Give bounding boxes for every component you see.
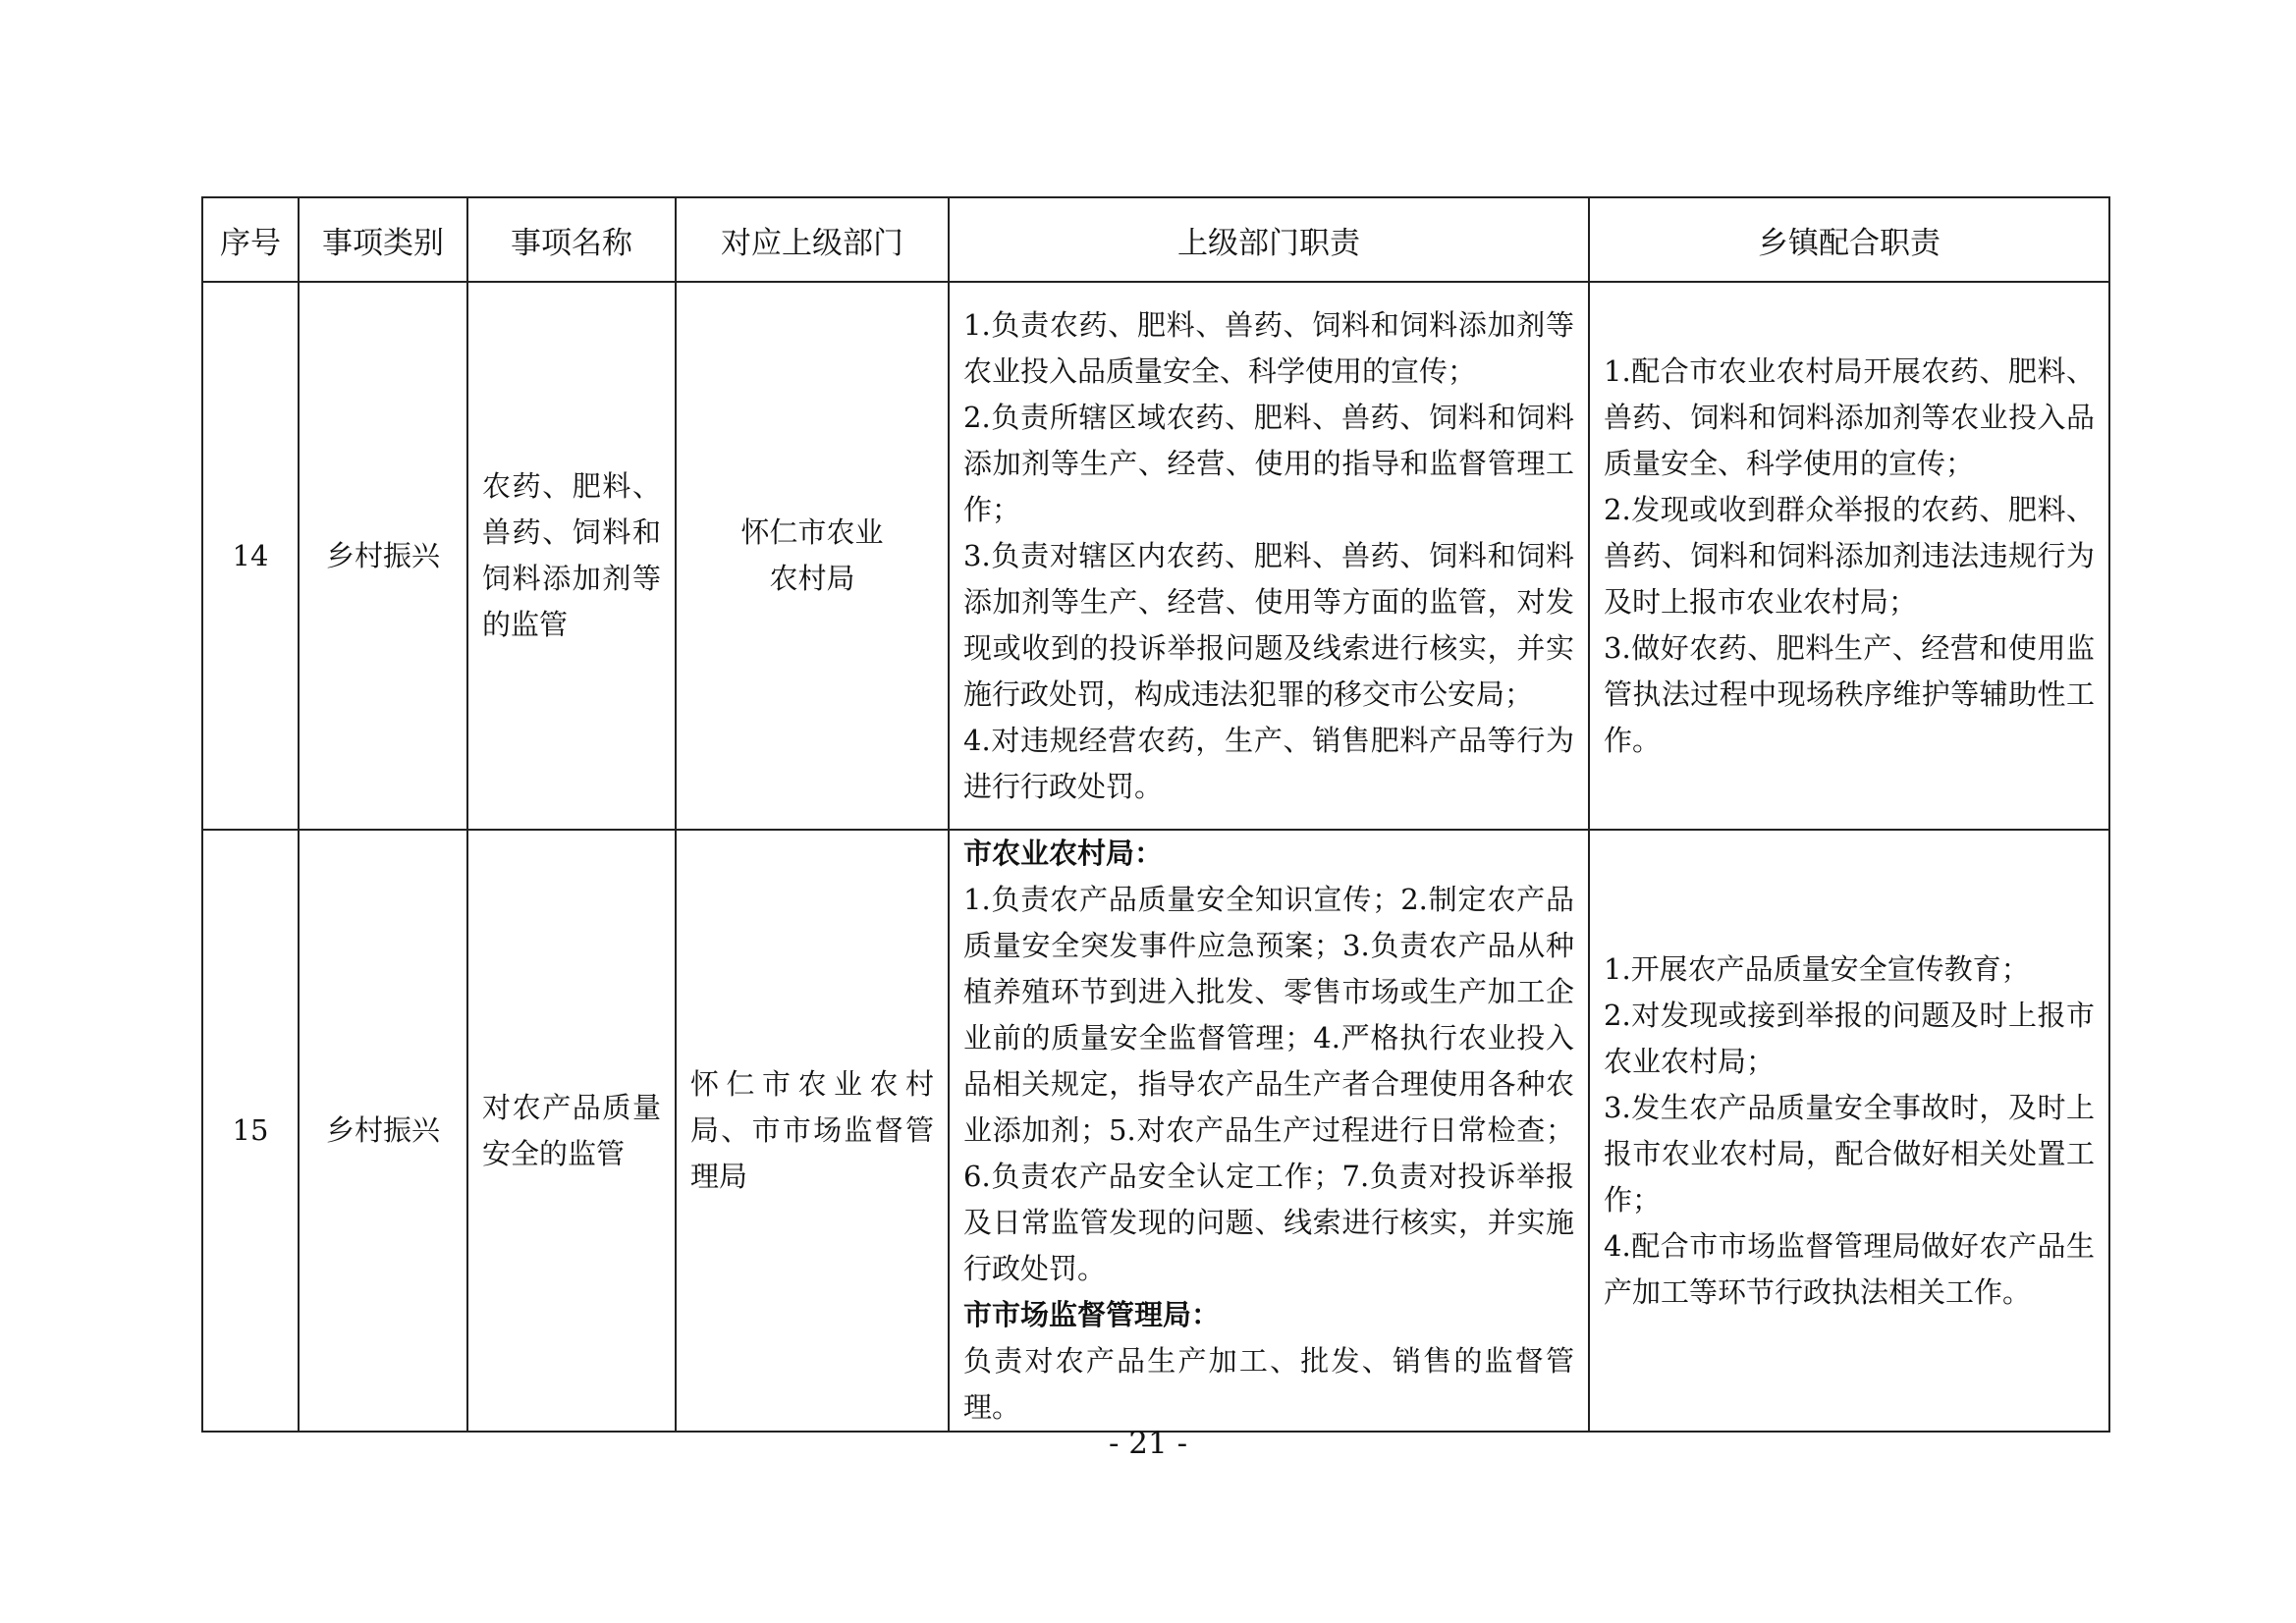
header-no: 序号 <box>202 197 299 282</box>
duty-item: 4.对违规经营农药，生产、销售肥料产品等行为进行行政处罚。 <box>963 723 1574 803</box>
cell-item-name: 对农产品质量安全的监管 <box>467 830 676 1432</box>
cell-no: 15 <box>202 830 299 1432</box>
header-item-name: 事项名称 <box>467 197 676 282</box>
cell-item-name: 农药、肥料、兽药、饲料和饲料添加剂等的监管 <box>467 282 676 830</box>
table-header-row <box>202 197 2109 282</box>
header-category: 事项类别 <box>299 197 467 282</box>
cell-department: 怀仁市农业农村局 <box>676 282 949 830</box>
duty-item: 1.配合市农业农村局开展农药、肥料、兽药、饲料和饲料添加剂等农业投入品质量安全、科学使用的宣传； <box>1604 353 2095 480</box>
duty-item: 1.开展农产品质量安全宣传教育； <box>1604 951 2030 986</box>
duty-item: 3.发生农产品质量安全事故时，及时上报市农业农村局，配合做好相关处置工作； <box>1604 1090 2095 1217</box>
agency-heading: 市农业农村局： <box>963 837 1164 870</box>
duty-item: 4.配合市市场监督管理局做好农产品生产加工等环节行政执法相关工作。 <box>1604 1228 2095 1309</box>
duty-text: 1.负责农产品质量安全知识宣传；2.制定农产品质量安全突发事件应急预案；3.负责农产品从种植养殖环节到进入批发、零售市场或生产加工企业前的质量安全监督管理；4.严格执行农业投入品相关规定，指导农产品生产者合理使用各种农业添加剂；5.对农产品生产过程进行日常检查；6.负责农产品安全认定工作；7.负责对投诉举报及日常监管发现的问题、线索进行核实，并实施行政处罚。 <box>963 883 1574 1285</box>
agency-heading: 市市场监督管理局： <box>963 1298 1221 1331</box>
cell-department: 怀仁市农业农村局、市市场监督管理局 <box>676 830 949 1432</box>
header-department: 对应上级部门 <box>676 197 949 282</box>
header-township-duties: 乡镇配合职责 <box>1589 197 2109 282</box>
duty-item: 2.负责所辖区域农药、肥料、兽药、饲料和饲料添加剂等生产、经营、使用的指导和监督管理工作； <box>963 400 1574 526</box>
page-number: - 21 - <box>1108 1426 1188 1461</box>
duty-text: 负责对农产品生产加工、批发、销售的监督管理。 <box>963 1344 1574 1424</box>
cell-no: 14 <box>202 282 299 830</box>
duty-item: 1.负责农药、肥料、兽药、饲料和饲料添加剂等农业投入品质量安全、科学使用的宣传； <box>963 307 1574 388</box>
table-row <box>202 830 2109 1432</box>
responsibility-table <box>201 196 2110 1433</box>
duty-item: 3.做好农药、肥料生产、经营和使用监管执法过程中现场秩序维护等辅助性工作。 <box>1604 630 2095 757</box>
cell-township-duties <box>1589 282 2109 830</box>
header-superior-duties: 上级部门职责 <box>949 197 1589 282</box>
duty-item: 3.负责对辖区内农药、肥料、兽药、饲料和饲料添加剂等生产、经营、使用等方面的监管，对发现或收到的投诉举报问题及线索进行核实，并实施行政处罚，构成违法犯罪的移交市公安局； <box>963 538 1574 711</box>
duty-item: 2.对发现或接到举报的问题及时上报市农业农村局； <box>1604 998 2095 1078</box>
duty-item: 2.发现或收到群众举报的农药、肥料、兽药、饲料和饲料添加剂违法违规行为及时上报市农业农村局； <box>1604 492 2095 619</box>
cell-category: 乡村振兴 <box>299 830 467 1432</box>
cell-superior-duties <box>949 830 1589 1432</box>
cell-category: 乡村振兴 <box>299 282 467 830</box>
table-row <box>202 282 2109 830</box>
cell-township-duties <box>1589 830 2109 1432</box>
cell-superior-duties <box>949 282 1589 830</box>
